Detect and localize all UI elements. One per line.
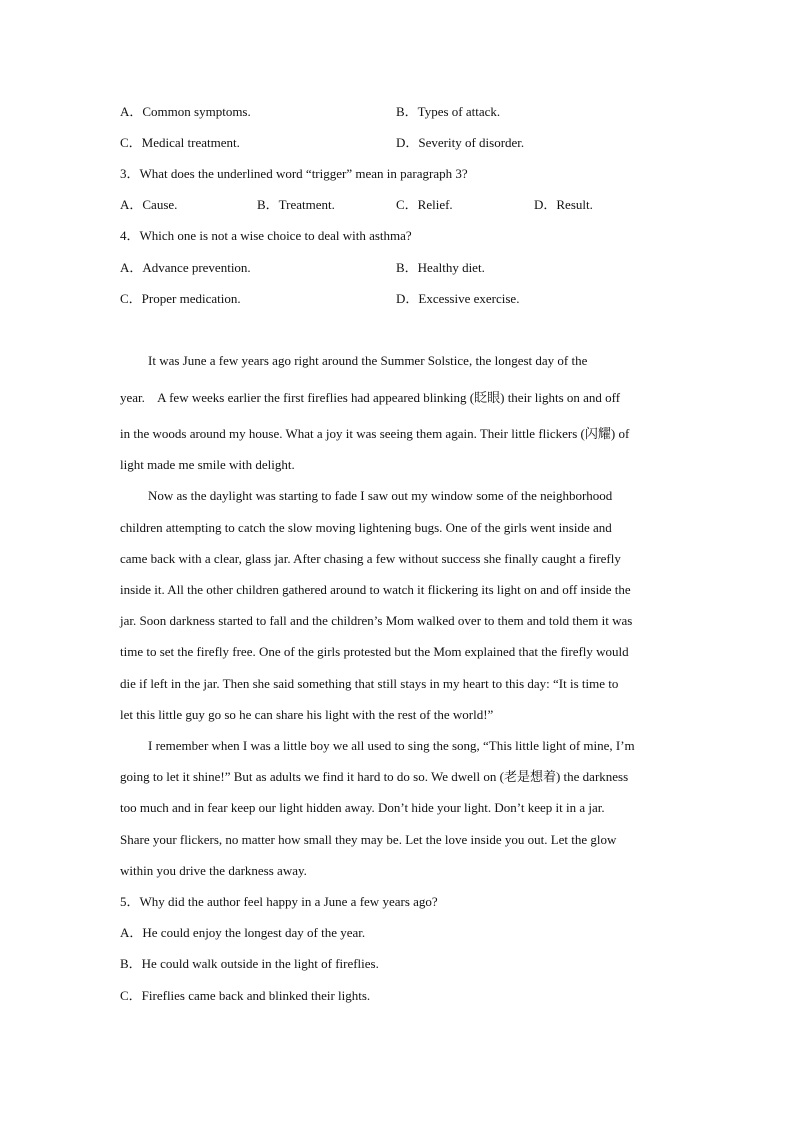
- passage-line: light made me smile with delight.: [120, 457, 295, 472]
- q2-option-a: A．Common symptoms.: [120, 104, 251, 119]
- q3-stem: 3．What does the underlined word “trigger” mean in paragraph 3?: [120, 166, 468, 181]
- q4-options-row-1: [120, 259, 485, 277]
- passage-line: jar. Soon darkness started to fall and the children’s Mom walked over to them and told them it was: [120, 613, 633, 628]
- passage-line: within you drive the darkness away.: [120, 863, 307, 878]
- passage-line: It was June a few years ago right around the Summer Solstice, the longest day of the: [148, 353, 588, 368]
- passage-line: Now as the daylight was starting to fade I saw out my window some of the neighborhood: [148, 488, 613, 503]
- q4-option-c: C．Proper medication.: [120, 291, 241, 306]
- q5-option-a: A．He could enjoy the longest day of the year.: [120, 925, 366, 940]
- q3-option-a: A．Cause.: [120, 197, 178, 212]
- q3-option-c: C．Relief.: [396, 197, 453, 212]
- q5-option-c: C．Fireflies came back and blinked their lights.: [120, 988, 371, 1003]
- passage-line: in the woods around my house. What a joy it was seeing them again. Their little flickers (闪耀) of: [120, 426, 630, 441]
- q3-options-row: [120, 196, 680, 214]
- passage-line: die if left in the jar. Then she said something that still stays in my heart to this day: “It is time to: [120, 676, 619, 691]
- q4-option-b: B．Healthy diet.: [396, 260, 485, 275]
- q2-option-b: B．Types of attack.: [396, 104, 501, 119]
- q4-option-d: D．Excessive exercise.: [396, 291, 520, 306]
- passage-line: inside it. All the other children gathered around to watch it flickering its light on and off inside the: [120, 582, 631, 597]
- q5-option-b: B．He could walk outside in the light of fireflies.: [120, 956, 379, 971]
- q3-option-d: D．Result.: [534, 197, 593, 212]
- q2-options-row-2: [120, 134, 525, 152]
- q4-stem: 4．Which one is not a wise choice to deal with asthma?: [120, 228, 412, 243]
- q5-stem: 5．Why did the author feel happy in a June a few years ago?: [120, 894, 438, 909]
- q4-options-row-2: [120, 290, 520, 308]
- q2-option-d: D．Severity of disorder.: [396, 135, 525, 150]
- passage-line: too much and in fear keep our light hidden away. Don’t hide your light. Don’t keep it in a jar.: [120, 800, 605, 815]
- passage-line: time to set the firefly free. One of the girls protested but the Mom explained that the firefly would: [120, 644, 629, 659]
- passage-line: going to let it shine!” But as adults we find it hard to do so. We dwell on (老是想着) the darkness: [120, 769, 629, 784]
- passage-line: I remember when I was a little boy we all used to sing the song, “This little light of mine, I’m: [148, 738, 635, 753]
- passage-line: children attempting to catch the slow moving lightening bugs. One of the girls went inside and: [120, 520, 612, 535]
- q4-option-a: A．Advance prevention.: [120, 260, 251, 275]
- q2-options-row-1: [120, 103, 501, 121]
- q2-option-c: C．Medical treatment.: [120, 135, 240, 150]
- passage-line: let this little guy go so he can share his light with the rest of the world!”: [120, 707, 494, 722]
- q3-option-b: B．Treatment.: [257, 197, 335, 212]
- passage-line: year. A few weeks earlier the first fireflies had appeared blinking (眨眼) their lights on and off: [120, 390, 621, 405]
- passage-line: came back with a clear, glass jar. After chasing a few without success she finally caught a firefly: [120, 551, 621, 566]
- passage-line: Share your flickers, no matter how small they may be. Let the love inside you out. Let the glow: [120, 832, 617, 847]
